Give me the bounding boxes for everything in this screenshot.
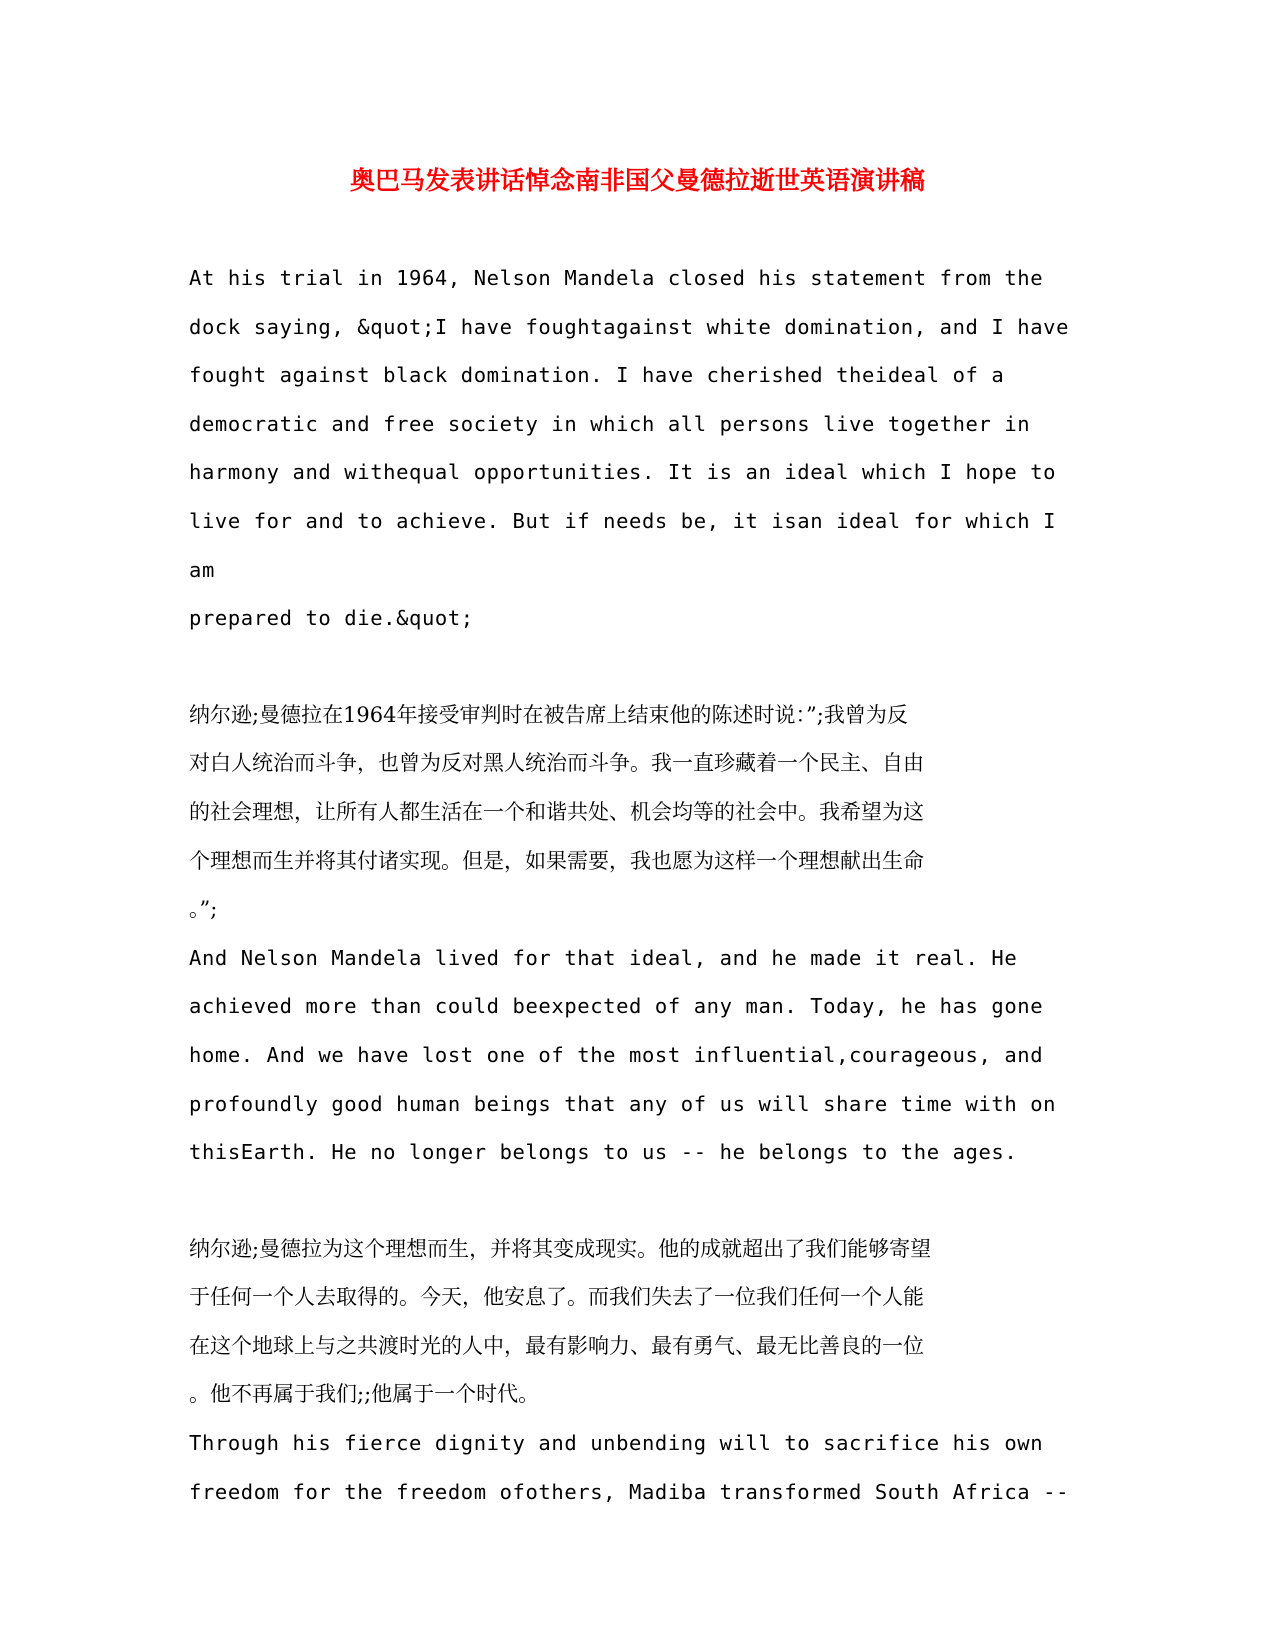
document-title: 奥巴马发表讲话悼念南非国父曼德拉逝世英语演讲稿 [349, 166, 925, 195]
paragraph-chinese-1: 纳尔逊;曼德拉在1964年接受审判时在被告席上结束他的陈述时说：”;我曾为反 对白人统治而斗争，也曾为反对黑人统治而斗争。我一直珍藏着一个民主、自由 的社会理想，让所有人都生活在一个和谐共处、机会均等的社会中。我希望为这 个理想而生并将其付诸实现。但是，如果需要，我也愿为这样一个理想献出生命 。”; [189, 702, 924, 922]
paragraph-chinese-2: 纳尔逊;曼德拉为这个理想而生，并将其变成现实。他的成就超出了我们能够寄望 于任何一个人去取得的。今天，他安息了。而我们失去了一位我们任何一个人能 在这个地球上与之共渡时光的人中，最有影响力、最有勇气、最无比善良的一位 。他不再属于我们;;他属于一个时代。 [189, 1236, 932, 1407]
paragraph-english-1: At his trial in 1964, Nelson Mandela closed his statement from the dock saying, &quot;I have foughtagainst white domination, and I have fought against black domination. I have cherished theideal of a democratic and free society in which all persons live together in harmony and withequal opportunities. It is an ideal which I hope to live for and to achieve. But if needs be, it isan ideal for which I am prepared to die.&quot; [189, 266, 1070, 631]
paragraph-english-3: Through his fierce dignity and unbending will to sacrifice his own freedom for the freedom ofothers, Madiba transformed South Africa -- [189, 1431, 1070, 1504]
paragraph-english-2: And Nelson Mandela lived for that ideal, and he made it real. He achieved more than could beexpected of any man. Today, he has gone home. And we have lost one of the most influential,courageous, and profoundly good human beings that any of us will share time with on thisEarth. He no longer belongs to us -- he belongs to the ages. [189, 945, 1057, 1165]
document-body [189, 254, 1089, 1516]
